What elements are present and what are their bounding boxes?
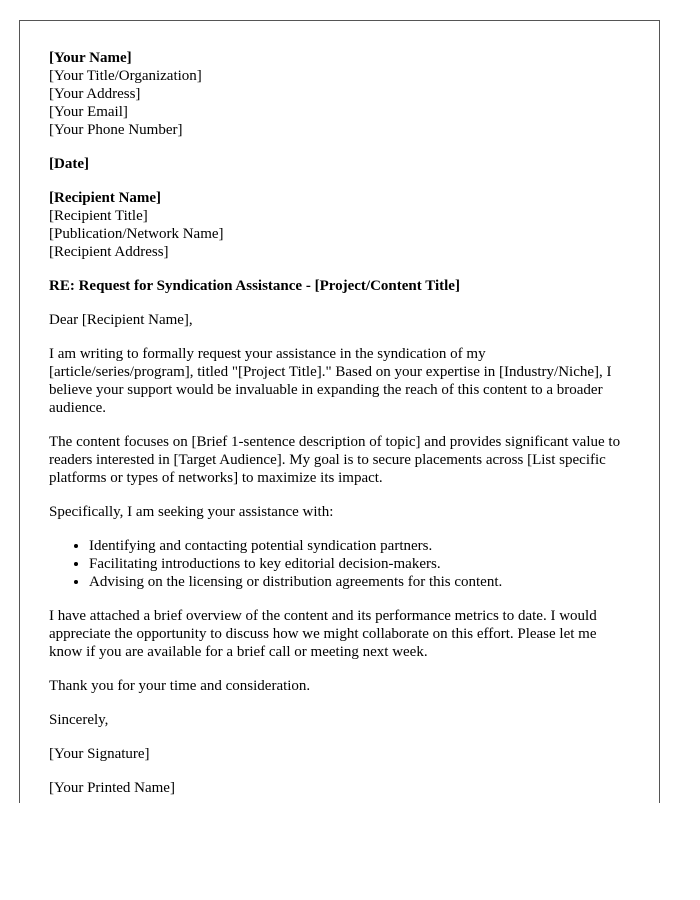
sender-block: [49, 49, 630, 139]
sender-address: [Your Address]: [49, 86, 141, 102]
sender-name: [Your Name]: [49, 50, 132, 66]
recipient-block: [49, 189, 630, 261]
letter-page: [19, 20, 660, 803]
body-paragraph-3: Specifically, I am seeking your assistance with:: [49, 504, 334, 520]
recipient-address: [Recipient Address]: [49, 244, 169, 260]
list-item: • Advising on the licensing or distribution agreements for this content.: [89, 573, 630, 591]
assistance-list: [49, 537, 630, 591]
recipient-name: [Recipient Name]: [49, 190, 162, 206]
sender-phone: [Your Phone Number]: [49, 122, 183, 138]
salutation: Dear [Recipient Name],: [49, 312, 193, 328]
printed-name: [Your Printed Name]: [49, 780, 175, 796]
body-paragraph-2: The content focuses on [Brief 1-sentence description of topic] and provides significant value to readers interested in [Target Audience]. My goal is to secure placements across [List specific platforms or types of networks] to maximize its impact.: [49, 434, 621, 486]
closing-paragraph-1: I have attached a brief overview of the content and its performance metrics to date. I would appreciate the opportunity to discuss how we might collaborate on this effort. Please let me know if you are available for a brief call or meeting next week.: [49, 608, 597, 660]
list-item: • Identifying and contacting potential syndication partners.: [89, 537, 630, 555]
recipient-publication: [Publication/Network Name]: [49, 226, 224, 242]
subject-line: RE: Request for Syndication Assistance - [Project/Content Title]: [49, 278, 460, 294]
list-item: • Facilitating introductions to key editorial decision-makers.: [89, 555, 630, 573]
recipient-title: [Recipient Title]: [49, 208, 148, 224]
signature: [Your Signature]: [49, 746, 150, 762]
sender-email: [Your Email]: [49, 104, 128, 120]
letter-date: [Date]: [49, 156, 89, 172]
body-paragraph-1: I am writing to formally request your assistance in the syndication of my [article/series/program], titled "[Project Title]." Based on your expertise in [Industry/Niche], I believe your support would be invaluable in expanding the reach of this content to a broader audience.: [49, 346, 612, 416]
sender-title: [Your Title/Organization]: [49, 68, 202, 84]
date-block: [49, 155, 630, 173]
signoff: Sincerely,: [49, 712, 109, 728]
closing-paragraph-2: Thank you for your time and consideration.: [49, 678, 311, 694]
